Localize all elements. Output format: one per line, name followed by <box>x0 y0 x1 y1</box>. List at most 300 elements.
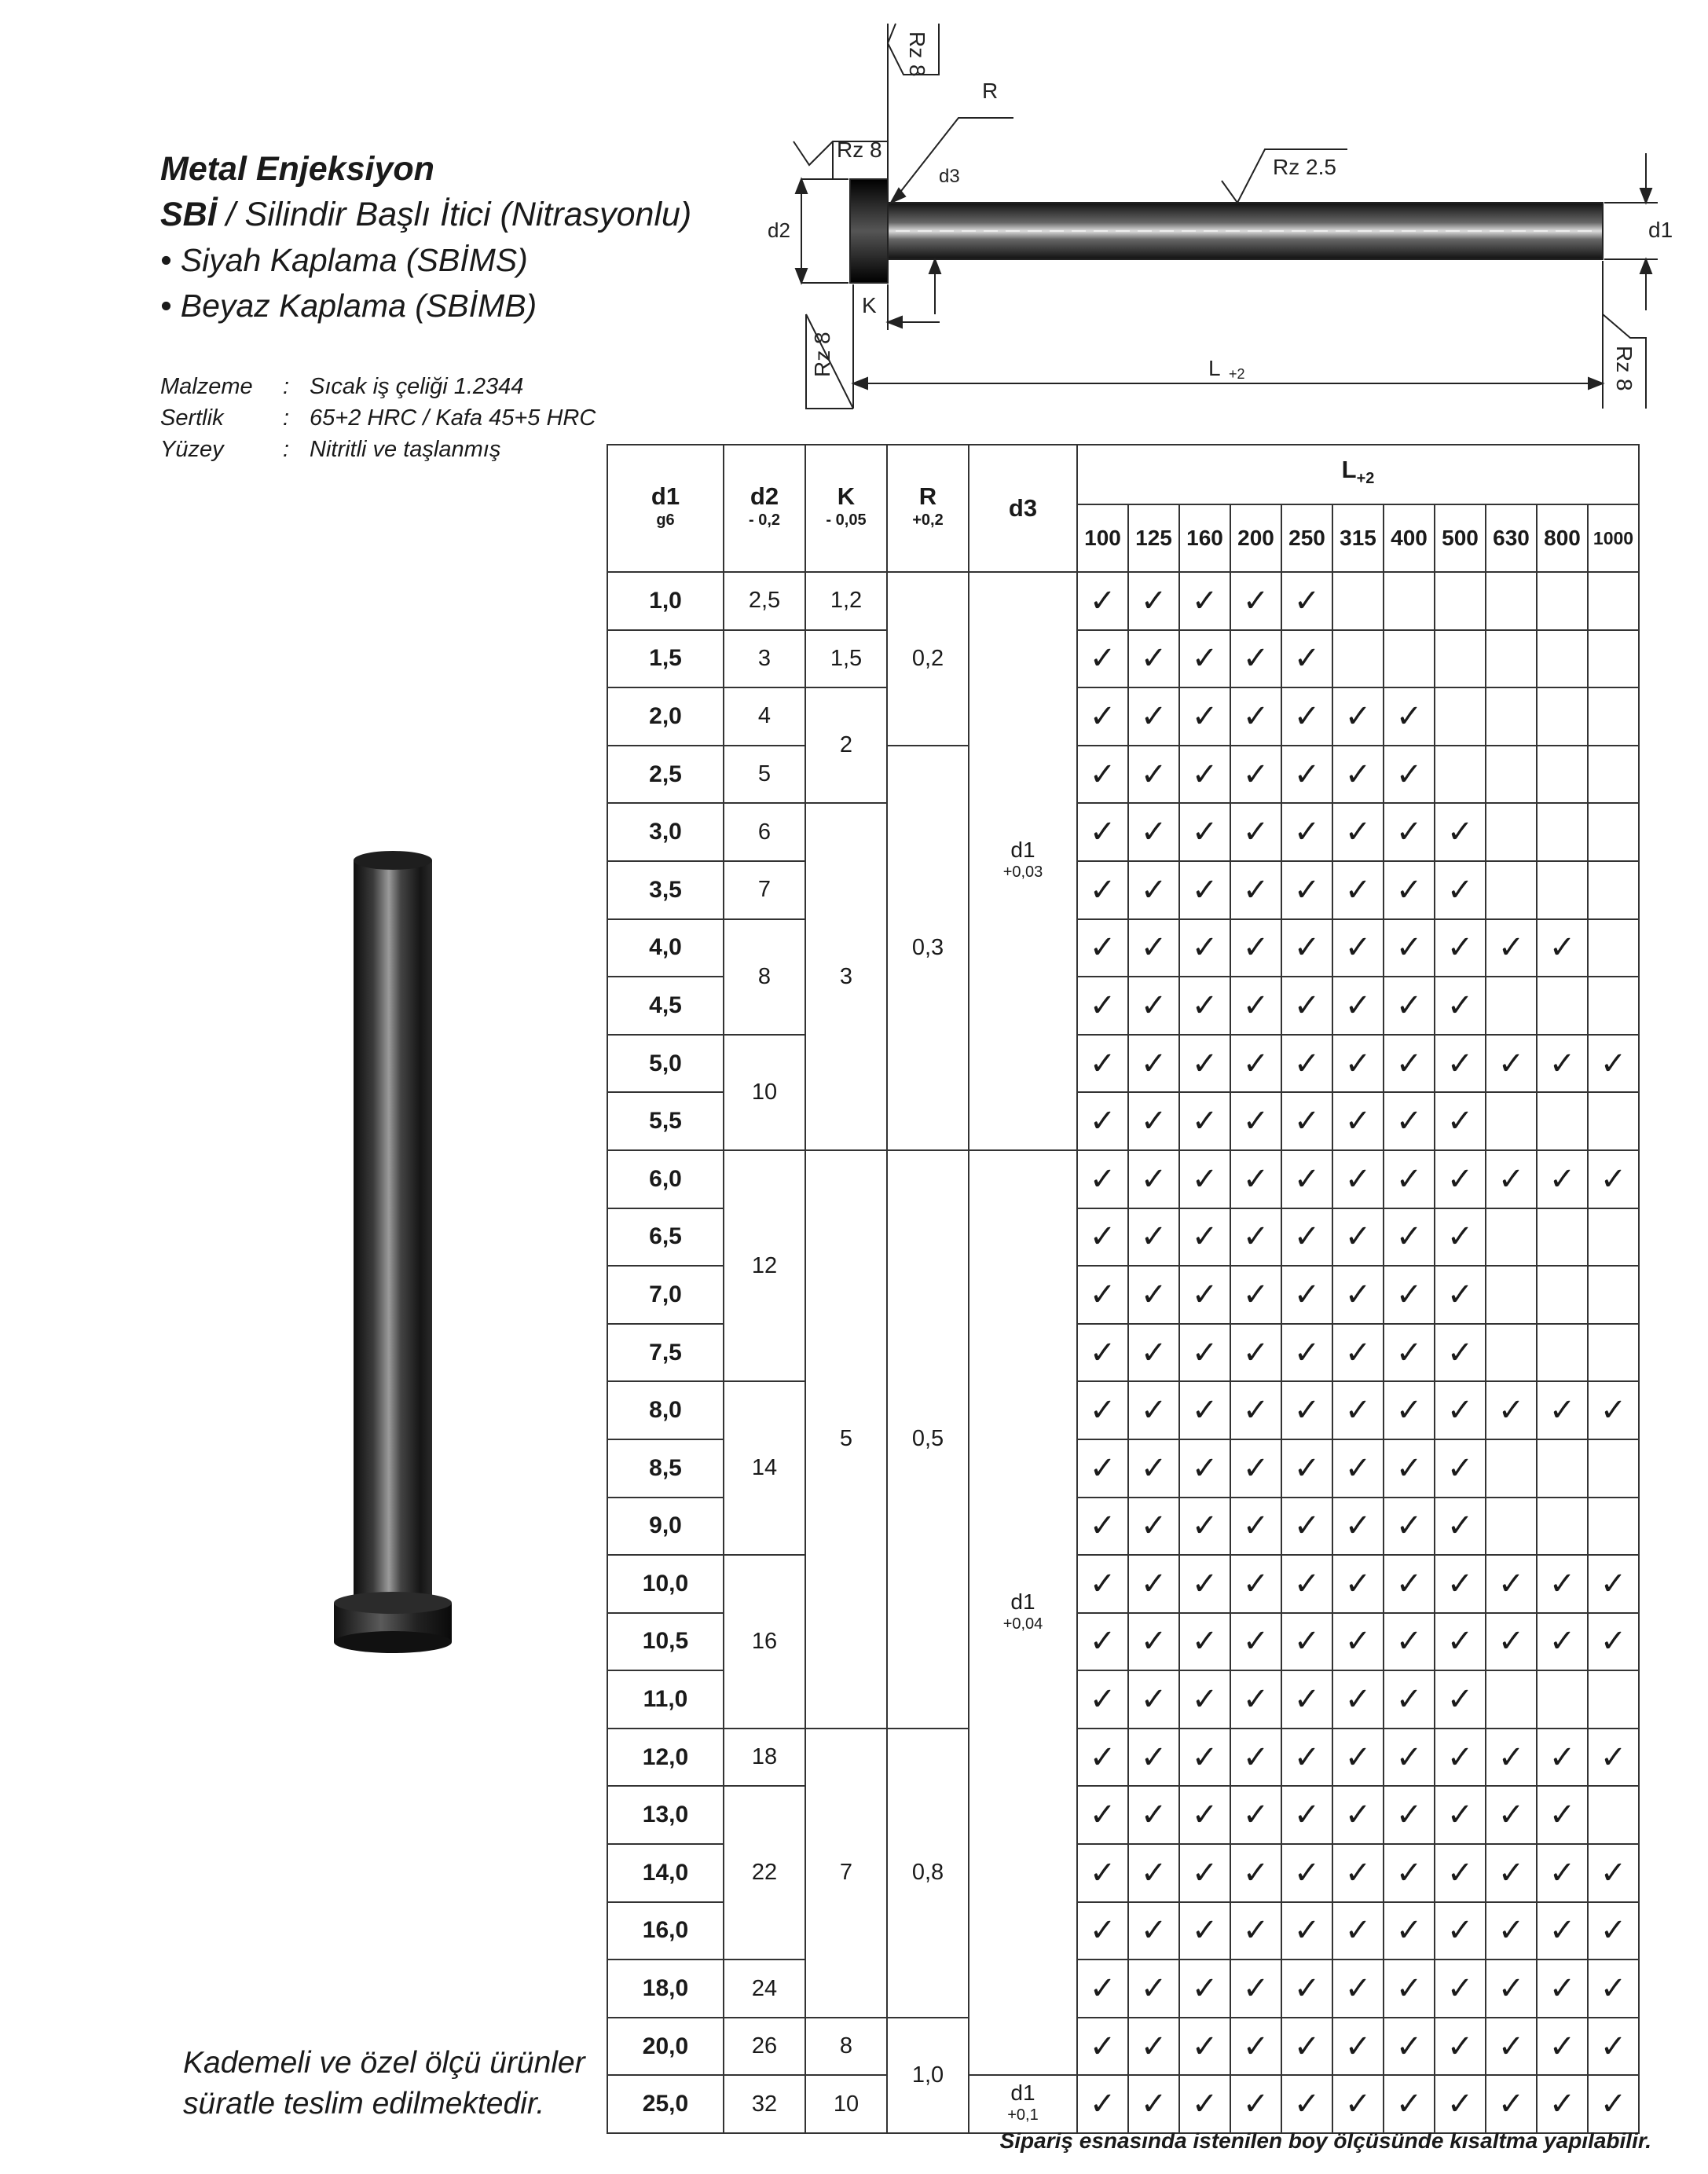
cell-d2: 32 <box>724 2075 805 2133</box>
cell-d1: 7,0 <box>607 1266 724 1324</box>
availability-check: ✓ <box>1435 1381 1486 1439</box>
availability-check: ✓ <box>1486 1729 1537 1787</box>
availability-check: ✓ <box>1128 919 1179 977</box>
header-d2: d2 - 0,2 <box>724 445 805 572</box>
availability-check: ✓ <box>1435 919 1486 977</box>
availability-check: ✓ <box>1435 1960 1486 2018</box>
availability-check: ✓ <box>1230 803 1281 861</box>
availability-check: ✓ <box>1179 861 1230 919</box>
cell-d1: 7,5 <box>607 1324 724 1382</box>
cell-d1: 5,0 <box>607 1035 724 1093</box>
availability-check: ✓ <box>1179 1960 1230 2018</box>
availability-check: ✓ <box>1384 1035 1435 1093</box>
availability-check: ✓ <box>1230 746 1281 804</box>
availability-empty <box>1588 572 1639 630</box>
availability-empty <box>1588 630 1639 688</box>
availability-empty <box>1486 630 1537 688</box>
availability-check: ✓ <box>1281 977 1332 1035</box>
cell-d2: 5 <box>724 746 805 804</box>
cell-d1: 2,5 <box>607 746 724 804</box>
availability-check: ✓ <box>1179 1266 1230 1324</box>
cell-d1: 16,0 <box>607 1902 724 1960</box>
availability-check: ✓ <box>1384 1092 1435 1150</box>
availability-check: ✓ <box>1281 1902 1332 1960</box>
availability-check: ✓ <box>1179 1324 1230 1382</box>
availability-empty <box>1486 746 1537 804</box>
availability-check: ✓ <box>1384 919 1435 977</box>
availability-empty <box>1537 977 1588 1035</box>
cell-k: 2 <box>805 687 887 803</box>
availability-empty <box>1486 572 1537 630</box>
cell-k: 1,5 <box>805 630 887 688</box>
availability-check: ✓ <box>1435 861 1486 919</box>
label-d3: d3 <box>939 166 960 187</box>
availability-check: ✓ <box>1384 1902 1435 1960</box>
label-k: K <box>862 293 877 317</box>
label-r: R <box>982 79 999 103</box>
label-rz8-top: Rz 8 <box>905 31 929 77</box>
availability-check: ✓ <box>1128 687 1179 746</box>
availability-check: ✓ <box>1281 2018 1332 2076</box>
availability-check: ✓ <box>1077 803 1128 861</box>
availability-check: ✓ <box>1384 1381 1435 1439</box>
cell-k: 5 <box>805 1150 887 1729</box>
availability-check: ✓ <box>1230 1902 1281 1960</box>
availability-empty <box>1537 630 1588 688</box>
availability-empty <box>1486 977 1537 1035</box>
availability-check: ✓ <box>1588 1150 1639 1208</box>
cell-r: 0,3 <box>887 746 969 1150</box>
table-row <box>607 2075 1639 2133</box>
availability-empty <box>1332 630 1384 688</box>
header-k: K - 0,05 <box>805 445 887 572</box>
availability-check: ✓ <box>1128 1960 1179 2018</box>
availability-check: ✓ <box>1537 1613 1588 1671</box>
availability-empty <box>1486 803 1537 861</box>
availability-check: ✓ <box>1230 1555 1281 1613</box>
availability-check: ✓ <box>1128 1092 1179 1150</box>
availability-empty <box>1486 1208 1537 1267</box>
availability-check: ✓ <box>1077 1498 1128 1556</box>
label-rz8-head: Rz 8 <box>837 137 882 162</box>
header-d3: d3 <box>969 445 1077 572</box>
availability-check: ✓ <box>1179 803 1230 861</box>
availability-check: ✓ <box>1179 1670 1230 1729</box>
availability-check: ✓ <box>1281 572 1332 630</box>
availability-check: ✓ <box>1435 1613 1486 1671</box>
availability-check: ✓ <box>1128 1729 1179 1787</box>
availability-check: ✓ <box>1384 1729 1435 1787</box>
product-code: SBİ <box>160 196 217 233</box>
cell-d1: 2,0 <box>607 687 724 746</box>
availability-check: ✓ <box>1588 1729 1639 1787</box>
availability-check: ✓ <box>1230 1208 1281 1267</box>
availability-empty <box>1537 1498 1588 1556</box>
availability-check: ✓ <box>1588 1902 1639 1960</box>
availability-check: ✓ <box>1077 977 1128 1035</box>
label-rz25: Rz 2.5 <box>1273 155 1336 179</box>
header-r: R +0,2 <box>887 445 969 572</box>
availability-check: ✓ <box>1281 687 1332 746</box>
availability-check: ✓ <box>1332 1844 1384 1902</box>
availability-check: ✓ <box>1435 1844 1486 1902</box>
availability-check: ✓ <box>1384 1844 1435 1902</box>
availability-check: ✓ <box>1128 1439 1179 1498</box>
availability-check: ✓ <box>1230 1729 1281 1787</box>
availability-check: ✓ <box>1179 1439 1230 1498</box>
availability-check: ✓ <box>1281 1381 1332 1439</box>
availability-check: ✓ <box>1128 1670 1179 1729</box>
availability-check: ✓ <box>1077 861 1128 919</box>
availability-check: ✓ <box>1332 1439 1384 1498</box>
availability-check: ✓ <box>1128 1844 1179 1902</box>
availability-check: ✓ <box>1332 1670 1384 1729</box>
cell-d1: 25,0 <box>607 2075 724 2133</box>
availability-check: ✓ <box>1128 746 1179 804</box>
availability-check: ✓ <box>1486 1555 1537 1613</box>
availability-check: ✓ <box>1537 1844 1588 1902</box>
cell-d2: 8 <box>724 919 805 1035</box>
availability-check: ✓ <box>1384 977 1435 1035</box>
availability-empty <box>1537 861 1588 919</box>
header-d1: d1 g6 <box>607 445 724 572</box>
availability-check: ✓ <box>1486 2018 1537 2076</box>
availability-check: ✓ <box>1435 1035 1486 1093</box>
availability-check: ✓ <box>1588 1960 1639 2018</box>
cell-d1: 11,0 <box>607 1670 724 1729</box>
availability-check: ✓ <box>1486 1381 1537 1439</box>
availability-check: ✓ <box>1537 1035 1588 1093</box>
availability-check: ✓ <box>1077 687 1128 746</box>
availability-empty <box>1537 687 1588 746</box>
availability-check: ✓ <box>1332 746 1384 804</box>
availability-empty <box>1486 1324 1537 1382</box>
availability-check: ✓ <box>1128 1613 1179 1671</box>
availability-check: ✓ <box>1077 1381 1128 1439</box>
availability-check: ✓ <box>1179 1555 1230 1613</box>
pin-photo <box>318 849 467 1681</box>
availability-check: ✓ <box>1077 1844 1128 1902</box>
cell-k: 8 <box>805 2018 887 2076</box>
cell-d1: 5,5 <box>607 1092 724 1150</box>
availability-check: ✓ <box>1179 1729 1230 1787</box>
cell-d1: 9,0 <box>607 1498 724 1556</box>
cell-d1: 1,0 <box>607 572 724 630</box>
availability-check: ✓ <box>1230 1786 1281 1844</box>
availability-check: ✓ <box>1077 1613 1128 1671</box>
availability-check: ✓ <box>1179 977 1230 1035</box>
availability-check: ✓ <box>1077 1729 1128 1787</box>
availability-check: ✓ <box>1588 1613 1639 1671</box>
availability-check: ✓ <box>1128 1555 1179 1613</box>
availability-check: ✓ <box>1230 1324 1281 1382</box>
length-header: 800 <box>1537 504 1588 572</box>
length-header: 315 <box>1332 504 1384 572</box>
cell-r: 0,8 <box>887 1729 969 2018</box>
availability-check: ✓ <box>1179 1902 1230 1960</box>
cell-d2: 18 <box>724 1729 805 1787</box>
length-header: 160 <box>1179 504 1230 572</box>
cell-d1: 20,0 <box>607 2018 724 2076</box>
availability-check: ✓ <box>1230 572 1281 630</box>
availability-check: ✓ <box>1486 2075 1537 2133</box>
cell-d2: 4 <box>724 687 805 746</box>
availability-check: ✓ <box>1230 1844 1281 1902</box>
availability-check: ✓ <box>1128 1381 1179 1439</box>
availability-check: ✓ <box>1179 2075 1230 2133</box>
availability-check: ✓ <box>1179 1035 1230 1093</box>
cell-d2: 3 <box>724 630 805 688</box>
availability-check: ✓ <box>1588 1035 1639 1093</box>
availability-check: ✓ <box>1077 630 1128 688</box>
availability-check: ✓ <box>1435 1439 1486 1498</box>
cell-d2: 16 <box>724 1555 805 1729</box>
dimension-table <box>607 444 1640 2134</box>
availability-check: ✓ <box>1486 1902 1537 1960</box>
cell-d1: 12,0 <box>607 1729 724 1787</box>
length-header: 100 <box>1077 504 1128 572</box>
availability-check: ✓ <box>1588 2075 1639 2133</box>
availability-check: ✓ <box>1281 630 1332 688</box>
availability-check: ✓ <box>1332 1266 1384 1324</box>
availability-check: ✓ <box>1486 1035 1537 1093</box>
availability-empty <box>1588 861 1639 919</box>
availability-empty <box>1588 977 1639 1035</box>
availability-empty <box>1384 572 1435 630</box>
cell-k: 3 <box>805 803 887 1150</box>
availability-empty <box>1588 1208 1639 1267</box>
cell-k: 1,2 <box>805 572 887 630</box>
availability-check: ✓ <box>1332 803 1384 861</box>
availability-check: ✓ <box>1281 1266 1332 1324</box>
availability-empty <box>1537 1439 1588 1498</box>
availability-empty <box>1588 1786 1639 1844</box>
cell-k: 10 <box>805 2075 887 2133</box>
availability-check: ✓ <box>1179 1844 1230 1902</box>
availability-check: ✓ <box>1077 572 1128 630</box>
availability-check: ✓ <box>1588 2018 1639 2076</box>
availability-empty <box>1588 1498 1639 1556</box>
availability-empty <box>1486 1670 1537 1729</box>
availability-empty <box>1332 572 1384 630</box>
cell-d1: 6,5 <box>607 1208 724 1267</box>
length-header: 630 <box>1486 504 1537 572</box>
availability-check: ✓ <box>1128 1035 1179 1093</box>
table-row <box>607 1960 1639 2018</box>
table-row <box>607 1035 1639 1093</box>
availability-check: ✓ <box>1384 2018 1435 2076</box>
availability-check: ✓ <box>1281 1324 1332 1382</box>
availability-check: ✓ <box>1128 1902 1179 1960</box>
availability-check: ✓ <box>1179 2018 1230 2076</box>
table-row <box>607 746 1639 804</box>
availability-check: ✓ <box>1435 1092 1486 1150</box>
availability-check: ✓ <box>1230 1150 1281 1208</box>
availability-check: ✓ <box>1128 977 1179 1035</box>
availability-check: ✓ <box>1281 861 1332 919</box>
availability-empty <box>1537 746 1588 804</box>
availability-check: ✓ <box>1077 1150 1128 1208</box>
availability-check: ✓ <box>1077 1439 1128 1498</box>
availability-check: ✓ <box>1077 1208 1128 1267</box>
label-rz8-left: Rz 8 <box>810 332 834 377</box>
availability-check: ✓ <box>1384 803 1435 861</box>
availability-check: ✓ <box>1332 1324 1384 1382</box>
availability-check: ✓ <box>1128 1208 1179 1267</box>
availability-check: ✓ <box>1435 1324 1486 1382</box>
availability-empty <box>1435 572 1486 630</box>
availability-empty <box>1537 1266 1588 1324</box>
availability-check: ✓ <box>1435 1150 1486 1208</box>
availability-check: ✓ <box>1384 1786 1435 1844</box>
availability-check: ✓ <box>1435 2075 1486 2133</box>
availability-check: ✓ <box>1435 977 1486 1035</box>
availability-check: ✓ <box>1281 803 1332 861</box>
product-name: / Silindir Başlı İtici (Nitrasyonlu) <box>216 196 692 233</box>
availability-check: ✓ <box>1332 1729 1384 1787</box>
cell-r: 0,5 <box>887 1150 969 1729</box>
availability-empty <box>1537 803 1588 861</box>
availability-check: ✓ <box>1281 1729 1332 1787</box>
availability-check: ✓ <box>1486 1960 1537 2018</box>
availability-check: ✓ <box>1435 1902 1486 1960</box>
cell-d1: 4,5 <box>607 977 724 1035</box>
availability-check: ✓ <box>1281 1670 1332 1729</box>
spec-material: Malzeme : Sıcak iş çeliği 1.2344 <box>160 374 524 399</box>
availability-check: ✓ <box>1179 919 1230 977</box>
cell-d2: 6 <box>724 803 805 861</box>
availability-check: ✓ <box>1128 803 1179 861</box>
availability-empty <box>1486 861 1537 919</box>
table-row <box>607 1381 1639 1439</box>
availability-check: ✓ <box>1332 1555 1384 1613</box>
availability-check: ✓ <box>1077 746 1128 804</box>
cell-d2: 24 <box>724 1960 805 2018</box>
availability-check: ✓ <box>1128 1498 1179 1556</box>
availability-check: ✓ <box>1281 1613 1332 1671</box>
table-row <box>607 572 1639 630</box>
cell-d1: 8,0 <box>607 1381 724 1439</box>
page-title: Metal Enjeksiyon <box>160 150 434 188</box>
availability-empty <box>1588 746 1639 804</box>
availability-check: ✓ <box>1332 861 1384 919</box>
availability-empty <box>1537 1324 1588 1382</box>
availability-check: ✓ <box>1332 1035 1384 1093</box>
availability-check: ✓ <box>1179 572 1230 630</box>
availability-check: ✓ <box>1230 1498 1281 1556</box>
table-row <box>607 1729 1639 1787</box>
availability-check: ✓ <box>1128 1324 1179 1382</box>
availability-check: ✓ <box>1230 1613 1281 1671</box>
availability-check: ✓ <box>1230 1960 1281 2018</box>
availability-empty <box>1588 1324 1639 1382</box>
availability-check: ✓ <box>1384 1150 1435 1208</box>
availability-check: ✓ <box>1077 1786 1128 1844</box>
availability-check: ✓ <box>1230 919 1281 977</box>
availability-check: ✓ <box>1077 1266 1128 1324</box>
header-l: $L_{+2}$ <box>1077 445 1639 504</box>
table-row <box>607 1786 1639 1844</box>
spec-hardness: Sertlik : 65+2 HRC / Kafa 45+5 HRC <box>160 405 596 431</box>
cell-k: 7 <box>805 1729 887 2018</box>
availability-check: ✓ <box>1179 1208 1230 1267</box>
label-d1: d1 <box>1648 218 1673 242</box>
table-row <box>607 803 1639 861</box>
availability-check: ✓ <box>1486 1613 1537 1671</box>
availability-check: ✓ <box>1588 1555 1639 1613</box>
availability-check: ✓ <box>1332 1381 1384 1439</box>
availability-empty <box>1486 1498 1537 1556</box>
availability-empty <box>1435 687 1486 746</box>
availability-check: ✓ <box>1230 1381 1281 1439</box>
availability-check: ✓ <box>1281 1844 1332 1902</box>
availability-check: ✓ <box>1281 1035 1332 1093</box>
cell-d3: d1 +0,04 <box>969 1150 1077 2076</box>
availability-check: ✓ <box>1588 1381 1639 1439</box>
availability-check: ✓ <box>1537 1729 1588 1787</box>
availability-empty <box>1384 630 1435 688</box>
availability-check: ✓ <box>1128 572 1179 630</box>
cell-r: 1,0 <box>887 2018 969 2133</box>
availability-check: ✓ <box>1128 630 1179 688</box>
length-header: 125 <box>1128 504 1179 572</box>
label-l: L <box>1208 356 1221 380</box>
availability-check: ✓ <box>1179 1150 1230 1208</box>
availability-check: ✓ <box>1537 1150 1588 1208</box>
table-header-row <box>607 445 1639 504</box>
cell-d3: d1 +0,1 <box>969 2075 1077 2133</box>
availability-empty <box>1435 746 1486 804</box>
label-l-tol: +2 <box>1229 366 1245 382</box>
availability-check: ✓ <box>1077 919 1128 977</box>
availability-check: ✓ <box>1179 1613 1230 1671</box>
availability-check: ✓ <box>1128 1786 1179 1844</box>
table-row <box>607 630 1639 688</box>
label-rz8-right: Rz 8 <box>1612 346 1637 391</box>
availability-check: ✓ <box>1281 1439 1332 1498</box>
table-row <box>607 1555 1639 1613</box>
cell-d1: 8,5 <box>607 1439 724 1498</box>
availability-empty <box>1537 1670 1588 1729</box>
availability-check: ✓ <box>1281 1786 1332 1844</box>
availability-empty <box>1435 630 1486 688</box>
cell-d1: 4,0 <box>607 919 724 977</box>
cell-d2: 2,5 <box>724 572 805 630</box>
availability-check: ✓ <box>1332 977 1384 1035</box>
availability-check: ✓ <box>1077 1324 1128 1382</box>
availability-check: ✓ <box>1384 1439 1435 1498</box>
availability-check: ✓ <box>1179 1786 1230 1844</box>
availability-check: ✓ <box>1332 1498 1384 1556</box>
availability-check: ✓ <box>1077 1670 1128 1729</box>
availability-check: ✓ <box>1384 1555 1435 1613</box>
availability-empty <box>1588 1439 1639 1498</box>
availability-check: ✓ <box>1332 1613 1384 1671</box>
cell-d1: 13,0 <box>607 1786 724 1844</box>
length-header: 250 <box>1281 504 1332 572</box>
availability-check: ✓ <box>1281 1498 1332 1556</box>
availability-check: ✓ <box>1435 1729 1486 1787</box>
availability-check: ✓ <box>1179 1381 1230 1439</box>
availability-empty <box>1486 1266 1537 1324</box>
availability-check: ✓ <box>1230 977 1281 1035</box>
availability-check: ✓ <box>1384 1960 1435 2018</box>
availability-check: ✓ <box>1435 1208 1486 1267</box>
availability-empty <box>1588 1670 1639 1729</box>
availability-check: ✓ <box>1486 1844 1537 1902</box>
cell-d2: 14 <box>724 1381 805 1555</box>
availability-check: ✓ <box>1435 1670 1486 1729</box>
